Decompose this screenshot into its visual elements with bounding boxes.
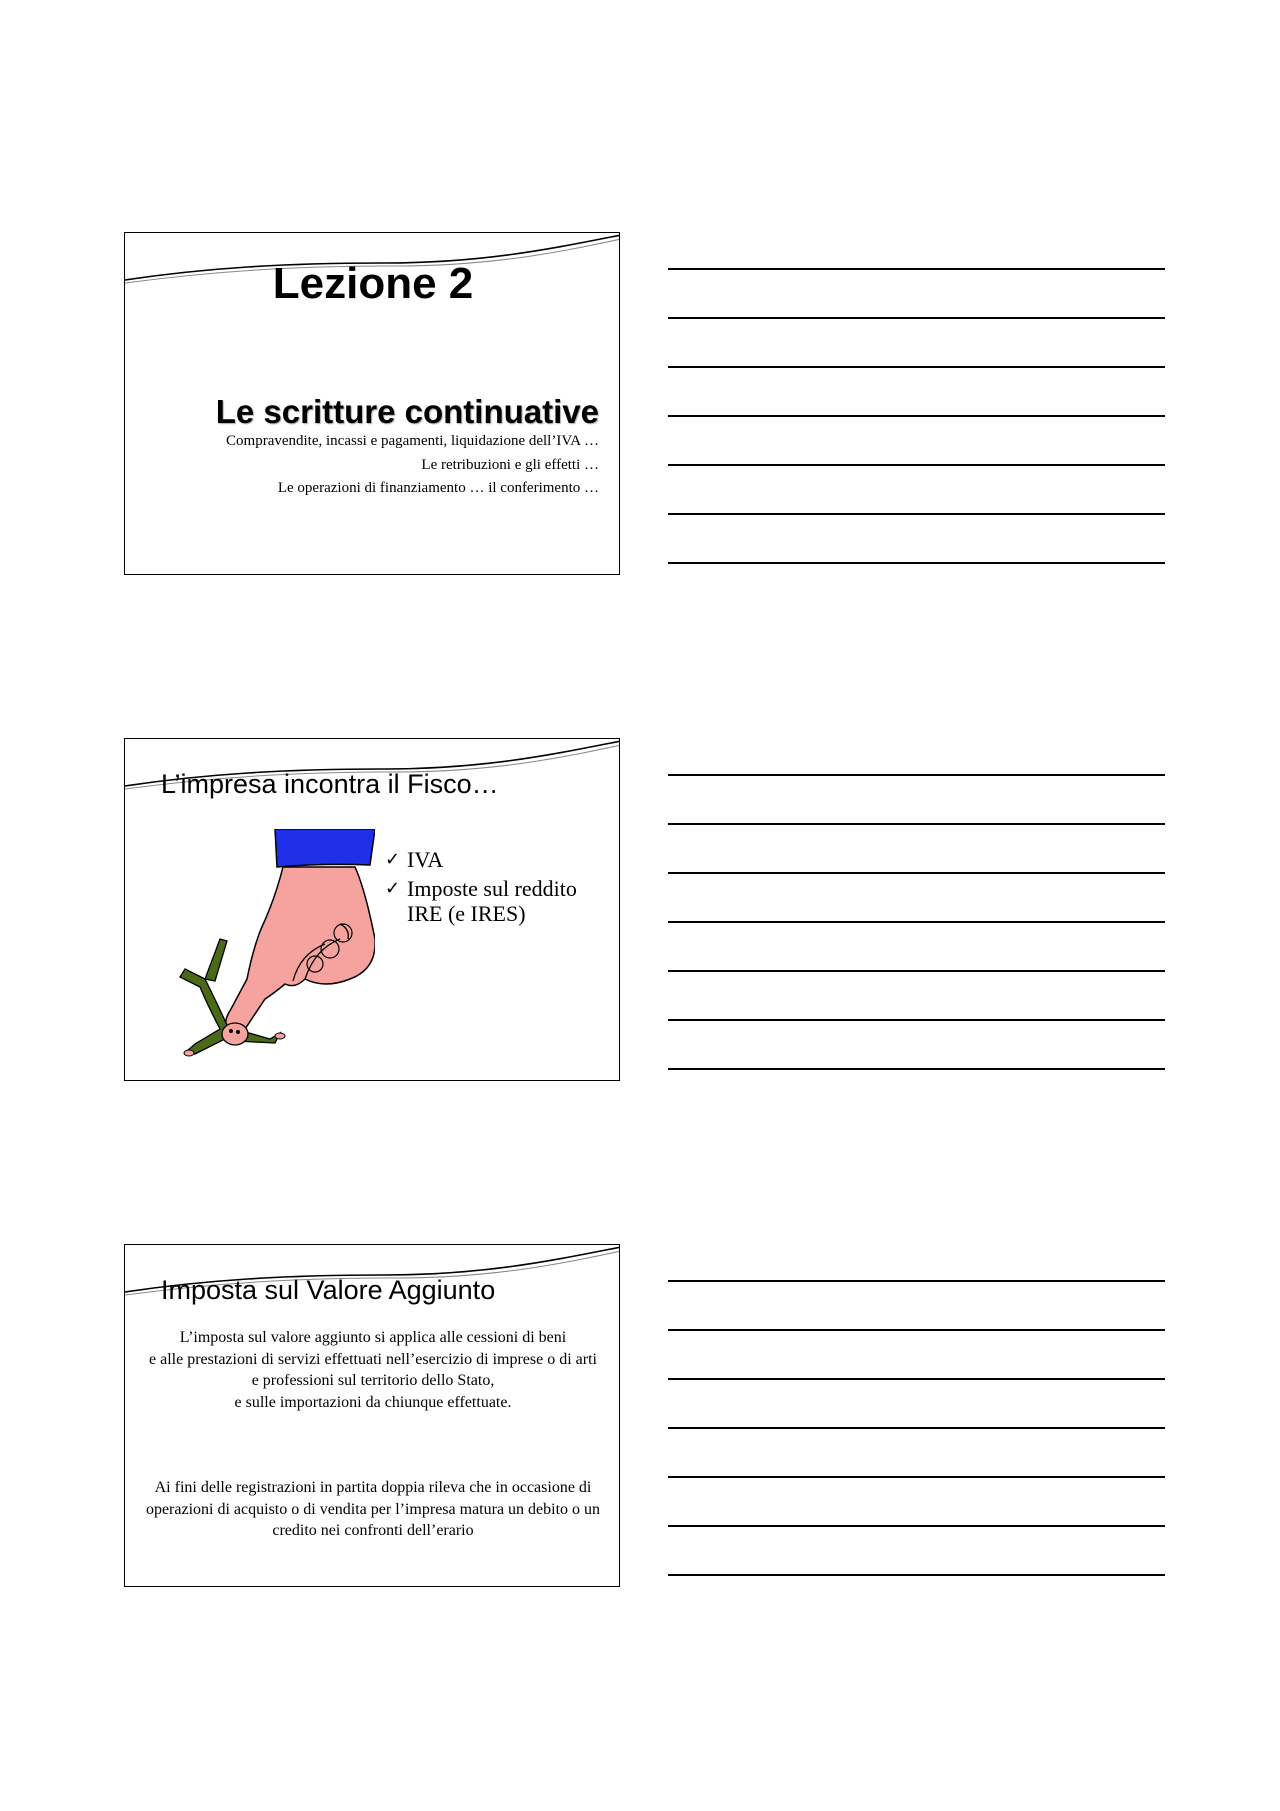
cuff-shape <box>275 829 375 867</box>
hand-shape <box>226 867 375 1034</box>
slide-3-paragraph-1: L’imposta sul valore aggiunto si applica alle cessioni di beni e alle prestazioni di servizi effettuati nell’esercizio di imprese o di arti e professioni sul territorio dello Stato, e sulle importazioni da chiunque effettuate. <box>149 1329 597 1411</box>
checkmark-icon: ✓ <box>385 878 401 899</box>
note-line <box>668 513 1165 515</box>
note-line <box>668 774 1165 776</box>
slide-2 <box>124 738 620 1081</box>
slide-1-line-2: Le retribuzioni e gli effetti … <box>421 457 599 473</box>
slide-1 <box>124 232 620 575</box>
note-line <box>668 317 1165 319</box>
note-line <box>668 268 1165 270</box>
note-line <box>668 562 1165 564</box>
note-line <box>668 823 1165 825</box>
slide-2-bullets <box>385 847 605 930</box>
slide-3-paragraph-2: Ai fini delle registrazioni in partita doppia rileva che in occasione di operazioni di acquisto o di vendita per l’impresa matura un debito o un credito nei confronti dell’erario <box>145 1479 601 1539</box>
note-line <box>668 1019 1165 1021</box>
man-head <box>222 1023 248 1045</box>
note-line <box>668 415 1165 417</box>
slide-1-line-3: Le operazioni di finanziamento … il conferimento … <box>277 480 599 496</box>
note-line <box>668 1427 1165 1429</box>
fisco-hand-illustration <box>165 829 375 1069</box>
bullet-item <box>385 847 605 872</box>
note-line <box>668 1574 1165 1576</box>
checkmark-icon: ✓ <box>385 849 401 870</box>
note-line <box>668 1476 1165 1478</box>
slide-1-subtitle: Le scritture continuative <box>215 393 599 430</box>
bullet-text: IVA <box>407 847 444 872</box>
slide-1-title: Lezione 2 <box>272 259 474 308</box>
man-body <box>180 969 227 1054</box>
note-line <box>668 464 1165 466</box>
slide-1-line-1: Compravendite, incassi e pagamenti, liquidazione dell’IVA … <box>226 433 599 449</box>
slide-3-title: Imposta sul Valore Aggiunto <box>161 1275 496 1305</box>
note-line <box>668 921 1165 923</box>
note-line <box>668 970 1165 972</box>
bullet-item <box>385 876 605 926</box>
note-line <box>668 1068 1165 1070</box>
note-line <box>668 1329 1165 1331</box>
note-line <box>668 366 1165 368</box>
note-line <box>668 1378 1165 1380</box>
slide-2-title: L’impresa incontra il Fisco… <box>161 769 499 799</box>
note-line <box>668 1525 1165 1527</box>
bullet-text: Imposte sul reddito IRE (e IRES) <box>407 876 577 926</box>
slide-3 <box>124 1244 620 1587</box>
note-line <box>668 872 1165 874</box>
note-line <box>668 1280 1165 1282</box>
